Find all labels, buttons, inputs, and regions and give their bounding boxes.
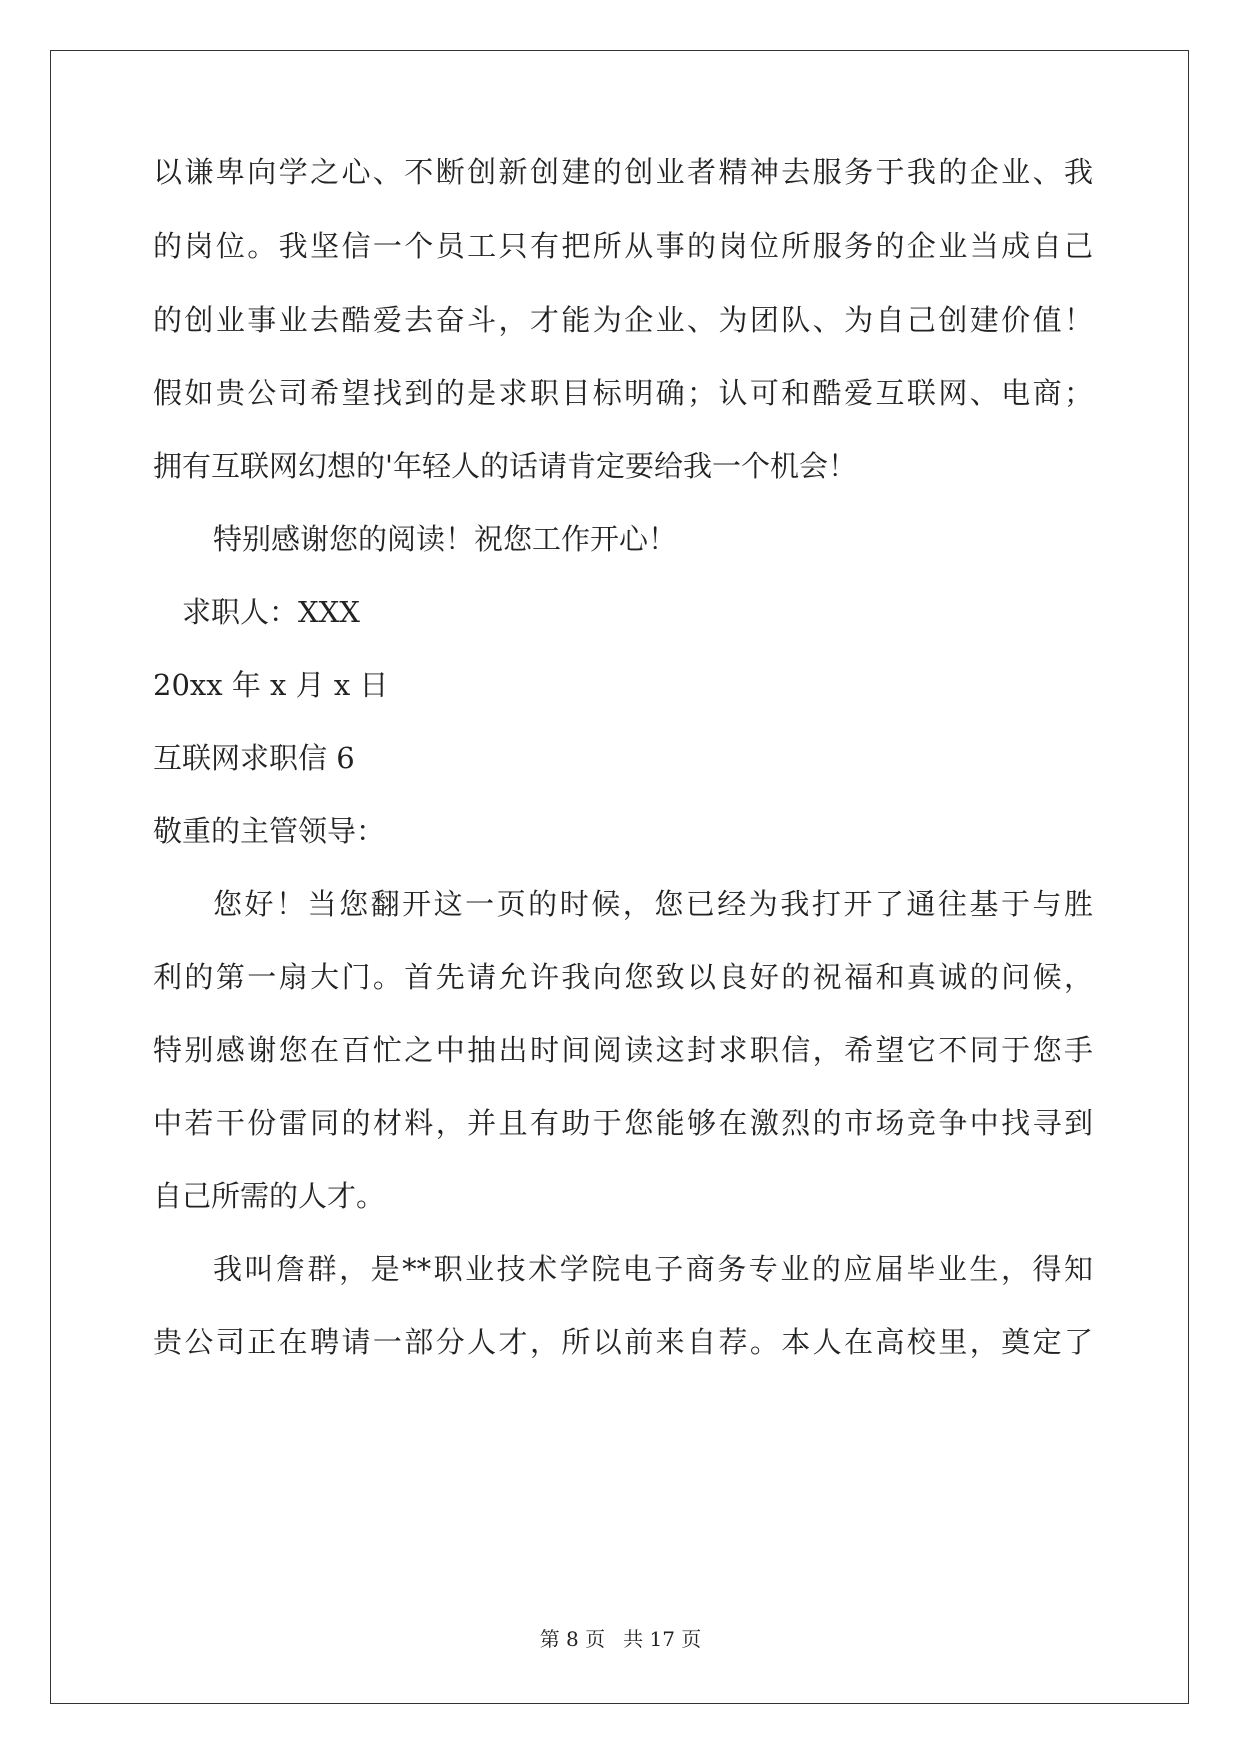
paragraph-line: 的岗位。我坚信一个员工只有把所从事的岗位所服务的企业当成自己 bbox=[153, 229, 1093, 263]
paragraph-line: 中若干份雷同的材料，并且有助于您能够在激烈的市场竞争中找寻到 bbox=[153, 1106, 1093, 1140]
paragraph-line: 以谦卑向学之心、不断创新创建的创业者精神去服务于我的企业、我 bbox=[153, 155, 1093, 189]
paragraph-line: 特别感谢您在百忙之中抽出时间阅读这封求职信，希望它不同于您手 bbox=[153, 1033, 1093, 1067]
paragraph-line: 贵公司正在聘请一部分人才，所以前来自荐。本人在高校里，奠定了 bbox=[153, 1325, 1093, 1359]
paragraph-line: 您好！当您翻开这一页的时候，您已经为我打开了通往基于与胜 bbox=[213, 887, 1093, 921]
page-footer bbox=[0, 1627, 1241, 1651]
paragraph-line: 自己所需的人才。 bbox=[153, 1179, 386, 1213]
page-total: 共 17 页 bbox=[623, 1627, 702, 1651]
paragraph-line: 利的第一扇大门。首先请允许我向您致以良好的祝福和真诚的问候， bbox=[153, 960, 1093, 994]
paragraph-line: 假如贵公司希望找到的是求职目标明确；认可和酷爱互联网、电商； bbox=[153, 376, 1093, 410]
letter-date: 20xx 年 x 月 x 日 bbox=[153, 668, 389, 702]
paragraph-line: 拥有互联网幻想的'年轻人的话请肯定要给我一个机会！ bbox=[153, 449, 857, 483]
paragraph-line: 我叫詹群，是**职业技术学院电子商务专业的应届毕业生，得知 bbox=[213, 1252, 1093, 1286]
page-number: 第 8 页 bbox=[539, 1627, 606, 1651]
salutation: 敬重的主管领导： bbox=[153, 814, 386, 848]
section-heading: 互联网求职信 6 bbox=[153, 741, 355, 775]
closing-thanks: 特别感谢您的阅读！祝您工作开心！ bbox=[213, 522, 678, 556]
page-border bbox=[50, 50, 1189, 1704]
paragraph-line: 的创业事业去酷爱去奋斗，才能为企业、为团队、为自己创建价值！ bbox=[153, 303, 1093, 337]
applicant-signature: 求职人：XXX bbox=[182, 595, 360, 629]
